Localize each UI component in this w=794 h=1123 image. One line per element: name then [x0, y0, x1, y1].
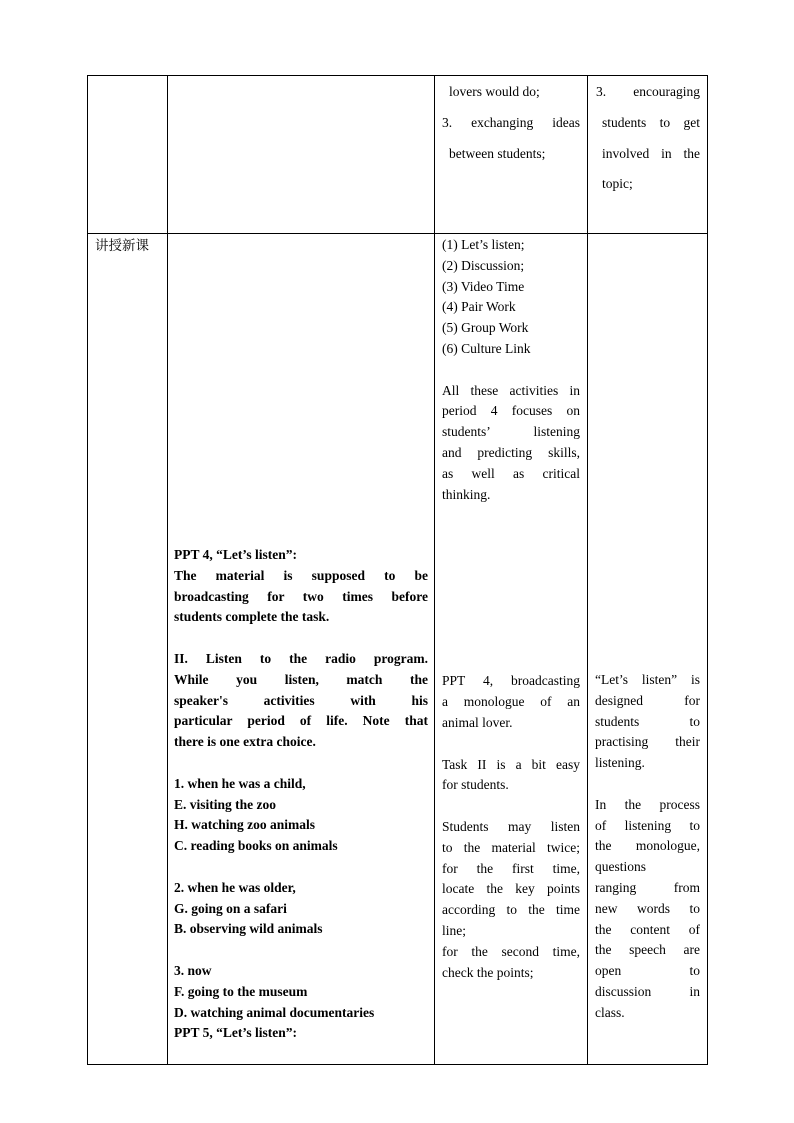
row2-activity-cell [435, 234, 588, 1065]
activity-text-line: according to the time [442, 902, 580, 918]
activity-text-line: Students may listen [442, 818, 580, 834]
purpose-text-line: students to [595, 713, 700, 729]
content-line: D. watching animal documentaries [174, 1004, 375, 1020]
activity-text-line: a monologue of an [442, 694, 580, 710]
content-line: F. going to the museum [174, 983, 308, 999]
activity-item: (3) Video Time [442, 278, 525, 294]
row1-purpose-cell [588, 76, 708, 234]
row2-content-cell [168, 234, 435, 1065]
activity-text-line: All these activities in [442, 382, 580, 398]
stage-label: 讲授新课 [95, 238, 149, 254]
content-line: particular period of life. Note that [174, 713, 428, 729]
activity-text-line: line; [442, 922, 466, 938]
lesson-plan-table [87, 75, 708, 1065]
activity-text-line: thinking. [442, 486, 491, 502]
row1-content-cell [168, 76, 435, 234]
content-line: 2. when he was older, [174, 879, 296, 895]
content-line: H. watching zoo animals [174, 817, 316, 833]
activity-text-line: lovers would do; [449, 84, 540, 99]
purpose-text-line: involved in the [602, 145, 700, 161]
content-line: 3. now [174, 962, 212, 978]
content-line: II. Listen to the radio program. [174, 650, 428, 666]
purpose-text-line: questions [595, 859, 647, 875]
purpose-text-line: In the process [595, 796, 700, 812]
row2-stage-cell [88, 234, 168, 1065]
activity-text-line: and predicting skills, [442, 444, 580, 460]
activity-text-line: for the first time, [442, 860, 580, 876]
content-line: While you listen, match the [174, 671, 428, 687]
ppt5-heading: PPT 5, “Let’s listen”: [174, 1025, 297, 1041]
purpose-text-line: the speech are [595, 942, 700, 958]
activity-text-line: check the points; [442, 964, 534, 980]
activity-text-line: Task II is a bit easy [442, 756, 580, 772]
content-line: E. visiting the zoo [174, 796, 277, 812]
purpose-text-line: ranging from [595, 879, 700, 895]
purpose-text-line: class. [595, 1004, 625, 1020]
purpose-text-line: the monologue, [595, 838, 700, 854]
row2-purpose-cell [588, 234, 708, 1065]
activity-text-line: 3. exchanging ideas [442, 114, 580, 130]
purpose-text-line: practising their [595, 734, 700, 750]
content-line: there is one extra choice. [174, 734, 316, 750]
activity-item: (1) Let’s listen; [442, 237, 525, 252]
activity-text-line: for the second time, [442, 943, 580, 959]
purpose-text-line: “Let’s listen” is [595, 672, 700, 687]
purpose-text-line: 3. encouraging [596, 84, 700, 99]
purpose-text-line: discussion in [595, 983, 700, 999]
content-line: The material is supposed to be [174, 567, 428, 583]
row1-activity-cell [435, 76, 588, 234]
purpose-text-line: topic; [602, 176, 633, 192]
activity-text-line: for students. [442, 777, 509, 793]
content-line: G. going on a safari [174, 900, 287, 916]
row1-stage-cell [88, 76, 168, 234]
activity-text-line: period 4 focuses on [442, 403, 580, 419]
purpose-text-line: listening. [595, 755, 645, 771]
purpose-text-line: students to get [602, 114, 700, 130]
activity-text-line: PPT 4, broadcasting [442, 673, 580, 689]
content-line: broadcasting for two times before [174, 588, 428, 604]
purpose-text-line: open to [595, 963, 700, 979]
purpose-text-line: the content of [595, 921, 700, 937]
content-line: C. reading books on animals [174, 838, 338, 854]
activity-text-line: locate the key points [442, 881, 580, 897]
activity-item: (6) Culture Link [442, 340, 531, 356]
activity-text-line: to the material twice; [442, 839, 580, 855]
content-line: B. observing wild animals [174, 921, 323, 937]
table-row [88, 234, 708, 1065]
activity-text-line: between students; [449, 145, 546, 161]
activity-item: (4) Pair Work [442, 299, 516, 315]
activity-item: (2) Discussion; [442, 257, 525, 273]
activity-item: (5) Group Work [442, 320, 529, 336]
purpose-text-line: designed for [595, 692, 700, 708]
content-line: speaker's activities with his [174, 692, 428, 708]
content-line: students complete the task. [174, 609, 330, 625]
activity-text-line: students’ listening [442, 424, 580, 440]
activity-text-line: as well as critical [442, 465, 580, 481]
content-line: 1. when he was a child, [174, 775, 306, 791]
purpose-text-line: of listening to [595, 817, 700, 833]
table-row [88, 76, 708, 234]
purpose-text-line: new words to [595, 900, 700, 916]
ppt4-heading: PPT 4, “Let’s listen”: [174, 547, 297, 562]
activity-text-line: animal lover. [442, 714, 513, 730]
